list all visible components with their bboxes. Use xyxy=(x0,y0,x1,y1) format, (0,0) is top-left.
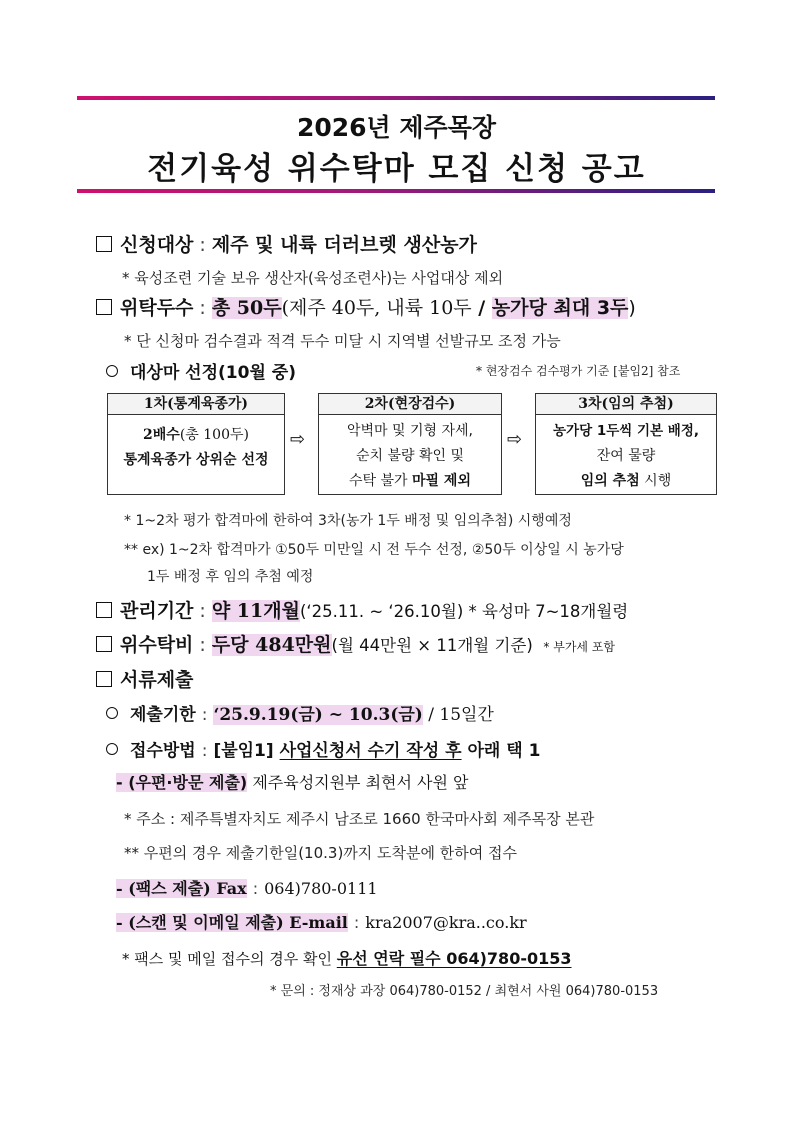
confirm-row xyxy=(122,946,572,969)
count-note: * 단 신청마 검수결과 적격 두수 미달 시 지역별 선발규모 조정 가능 xyxy=(124,332,561,350)
count-breakdown: (제주 40두, 내륙 10두 xyxy=(281,297,472,319)
step2-line2: 순치 불량 확인 및 xyxy=(355,448,465,464)
flow-step-head: 3차(임의 추첨) xyxy=(536,394,716,415)
title-line-2: 전기육성 위수탁마 모집 신청 공고 xyxy=(147,151,646,187)
post-value: 제주육성지원부 최현서 사원 앞 xyxy=(247,773,469,792)
selection-note-1: * 1~2차 평가 합격마에 한하여 3차(농가 1두 배정 및 임의추첨) 시행예정 xyxy=(124,513,572,529)
count-slash: / xyxy=(471,297,492,319)
circle-bullet-icon xyxy=(106,365,118,377)
section-applicants: 신청대상 : 제주 및 내륙 더러브렛 생산농가 xyxy=(96,230,477,257)
applicants-value: 제주 및 내륙 더러브렛 생산농가 xyxy=(211,234,477,256)
post-row xyxy=(116,770,469,793)
flow-step-head: 2차(현장검수) xyxy=(319,394,501,415)
section-count: 위탁두수 : 총 50두(제주 40두, 내륙 10두 / 농가당 최대 3두) xyxy=(96,293,636,320)
method-label: 접수방법 xyxy=(130,741,196,761)
flow-step-1 xyxy=(107,393,285,495)
fax-value: 064)780-0111 xyxy=(264,879,378,898)
count-total: 총 50두 xyxy=(211,297,282,319)
step1-bold: 2배수 xyxy=(143,427,180,443)
step1-rest: (총 100두) xyxy=(179,427,249,443)
checkbox-square-icon xyxy=(96,636,112,652)
selection-note-2b: 1두 배정 후 임의 추첨 예정 xyxy=(147,569,314,585)
checkbox-square-icon xyxy=(96,299,112,315)
checkbox-square-icon xyxy=(96,236,112,252)
step2-bold: 마필 제외 xyxy=(412,473,471,489)
section-period: 관리기간 : 약 11개월(‘25.11. ~ ‘26.10월) * 육성마 7~18개월령 xyxy=(96,596,628,623)
address-note: * 주소 : 제주특별자치도 제주시 남조로 1660 한국마사회 제주목장 본관 xyxy=(124,810,595,828)
confirm-underlined: 유선 연락 필수 064)780-0153 xyxy=(336,949,572,968)
section-fee: 위수탁비 : 두당 484만원(월 44만원 × 11개월 기준) * 부가세 포함 xyxy=(96,630,615,657)
section-docs xyxy=(96,665,193,692)
step3-rest: 시행 xyxy=(639,473,672,489)
deadline-label: 제출기한 xyxy=(130,705,196,725)
method-post: 아래 택 1 xyxy=(461,741,541,761)
deadline-value: ‘25.9.19(금) ~ 10.3(금) xyxy=(213,705,423,725)
circle-bullet-icon xyxy=(106,743,118,755)
fee-value: 두당 484만원 xyxy=(211,634,332,656)
method-underlined: 사업신청서 수기 작성 후 xyxy=(279,741,462,761)
section-label: 위탁두수 xyxy=(120,297,194,319)
step2-rest: 수탁 불가 xyxy=(349,473,412,489)
contact-note: * 문의 : 정재상 과장 064)780-0152 / 최현서 사원 064)780-0153 xyxy=(270,984,659,999)
method-pre: [붙임1] xyxy=(213,741,280,761)
flow-step-3 xyxy=(535,393,717,495)
email-value: kra2007@kra..co.kr xyxy=(365,913,527,932)
post-note: ** 우편의 경우 제출기한일(10.3)까지 도착분에 한하여 접수 xyxy=(124,844,518,862)
section-label: 위수탁비 xyxy=(120,634,194,656)
title-bottom-bar xyxy=(77,189,715,193)
step2-line1: 악벽마 및 기형 자세, xyxy=(347,423,473,439)
arrow-right-icon: ⇨ xyxy=(290,429,306,450)
applicants-note: * 육성조련 기술 보유 생산자(육성조련사)는 사업대상 제외 xyxy=(122,269,504,287)
fax-row: - (팩스 제출) Fax : 064)780-0111 xyxy=(116,879,378,898)
period-value: 약 11개월 xyxy=(211,600,300,622)
checkbox-square-icon xyxy=(96,602,112,618)
fee-detail: (월 44만원 × 11개월 기준) xyxy=(331,636,533,655)
flow-step-2 xyxy=(318,393,502,495)
confirm-pre: * 팩스 및 메일 접수의 경우 확인 xyxy=(122,950,337,968)
section-label: 관리기간 xyxy=(120,600,194,622)
post-label: - (우편·방문 제출) xyxy=(116,773,248,792)
period-detail: (‘25.11. ~ ‘26.10월) * 육성마 7~18개월령 xyxy=(299,602,629,621)
selection-label: 대상마 선정(10월 중) xyxy=(130,363,296,383)
count-end: ) xyxy=(628,297,636,319)
flow-step-head: 1차(통계육종가) xyxy=(108,394,284,415)
circle-bullet-icon xyxy=(106,707,118,719)
selection-heading xyxy=(106,358,296,383)
count-max: 농가당 최대 3두 xyxy=(491,297,629,319)
email-row: - (스캔 및 이메일 제출) E-mail : kra2007@kra..co.kr xyxy=(116,913,527,932)
fax-label: - (팩스 제출) Fax xyxy=(116,879,247,898)
email-label: - (스캔 및 이메일 제출) E-mail xyxy=(116,913,348,932)
fee-note: * 부가세 포함 xyxy=(543,640,615,654)
step3-line1: 농가당 1두씩 기본 배정, xyxy=(553,423,699,439)
section-label: 신청대상 xyxy=(120,234,194,256)
selection-note: * 현장검수 검수평가 기준 [붙임2] 참조 xyxy=(476,364,681,378)
section-label: 서류제출 xyxy=(120,669,194,691)
method-row: 접수방법 : [붙임1] 사업신청서 수기 작성 후 아래 택 1 xyxy=(106,736,540,761)
arrow-right-icon: ⇨ xyxy=(507,429,523,450)
title-line-1: 2026년 제주목장 xyxy=(296,113,497,142)
selection-note-2a: ** ex) 1~2차 합격마가 ①50두 미만일 시 전 두수 선정, ②50두 이상일 시 농가당 xyxy=(124,542,624,558)
deadline-row: 제출기한 : ‘25.9.19(금) ~ 10.3(금) / 15일간 xyxy=(106,700,494,725)
title-top-bar xyxy=(77,96,715,100)
step1-line2: 통계육종가 상위순 선정 xyxy=(123,452,269,468)
step3-line2: 잔여 물량 xyxy=(596,448,656,464)
step3-bold: 임의 추첨 xyxy=(580,473,640,489)
checkbox-square-icon xyxy=(96,671,112,687)
deadline-duration: / 15일간 xyxy=(422,705,494,725)
